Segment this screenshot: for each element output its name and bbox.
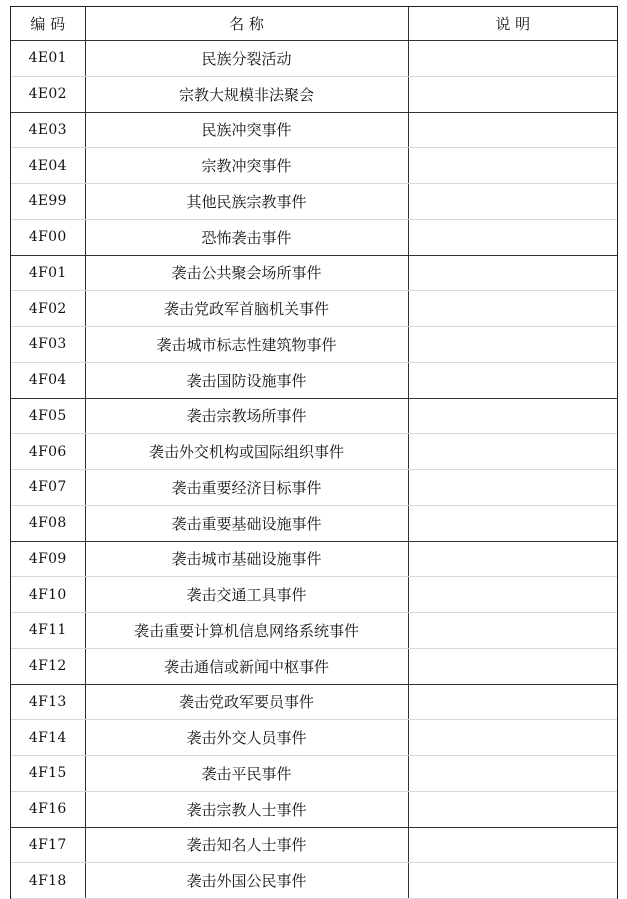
cell-code: 4F01 bbox=[11, 255, 85, 291]
cell-name: 袭击党政军要员事件 bbox=[85, 684, 408, 720]
cell-desc bbox=[408, 76, 617, 112]
cell-desc bbox=[408, 756, 617, 792]
table-row bbox=[11, 291, 617, 327]
cell-code: 4F08 bbox=[11, 505, 85, 541]
table-row bbox=[11, 112, 617, 148]
cell-name: 恐怖袭击事件 bbox=[85, 219, 408, 255]
cell-name: 袭击外国公民事件 bbox=[85, 863, 408, 899]
cell-name: 宗教大规模非法聚会 bbox=[85, 76, 408, 112]
table-row bbox=[11, 791, 617, 827]
table-row bbox=[11, 255, 617, 291]
cell-name: 袭击重要经济目标事件 bbox=[85, 470, 408, 506]
cell-name: 袭击城市标志性建筑物事件 bbox=[85, 327, 408, 363]
cell-desc bbox=[408, 184, 617, 220]
table-row bbox=[11, 684, 617, 720]
table-row bbox=[11, 148, 617, 184]
cell-name: 袭击交通工具事件 bbox=[85, 577, 408, 613]
cell-desc bbox=[408, 505, 617, 541]
cell-name: 袭击公共聚会场所事件 bbox=[85, 255, 408, 291]
cell-code: 4F13 bbox=[11, 684, 85, 720]
header-desc: 说 明 bbox=[408, 7, 617, 41]
cell-code: 4F07 bbox=[11, 470, 85, 506]
table-row bbox=[11, 184, 617, 220]
cell-name: 袭击党政军首脑机关事件 bbox=[85, 291, 408, 327]
cell-desc bbox=[408, 827, 617, 863]
cell-code: 4F14 bbox=[11, 720, 85, 756]
table-row bbox=[11, 76, 617, 112]
code-table bbox=[11, 7, 617, 899]
table-row bbox=[11, 756, 617, 792]
cell-code: 4F11 bbox=[11, 613, 85, 649]
cell-name: 袭击平民事件 bbox=[85, 756, 408, 792]
table-row bbox=[11, 434, 617, 470]
cell-code: 4F00 bbox=[11, 219, 85, 255]
table-row bbox=[11, 613, 617, 649]
table-row bbox=[11, 327, 617, 363]
header-name: 名 称 bbox=[85, 7, 408, 41]
cell-desc bbox=[408, 148, 617, 184]
cell-name: 袭击外交机构或国际组织事件 bbox=[85, 434, 408, 470]
cell-desc bbox=[408, 470, 617, 506]
cell-code: 4F15 bbox=[11, 756, 85, 792]
cell-name: 民族分裂活动 bbox=[85, 41, 408, 77]
cell-code: 4F05 bbox=[11, 398, 85, 434]
cell-desc bbox=[408, 684, 617, 720]
table-row bbox=[11, 362, 617, 398]
cell-code: 4F06 bbox=[11, 434, 85, 470]
cell-desc bbox=[408, 541, 617, 577]
cell-name: 袭击宗教人士事件 bbox=[85, 791, 408, 827]
cell-desc bbox=[408, 41, 617, 77]
table-row bbox=[11, 720, 617, 756]
table-row bbox=[11, 41, 617, 77]
cell-desc bbox=[408, 863, 617, 899]
cell-desc bbox=[408, 720, 617, 756]
table-row bbox=[11, 827, 617, 863]
cell-code: 4E04 bbox=[11, 148, 85, 184]
cell-desc bbox=[408, 398, 617, 434]
cell-name: 民族冲突事件 bbox=[85, 112, 408, 148]
cell-name: 宗教冲突事件 bbox=[85, 148, 408, 184]
cell-code: 4F09 bbox=[11, 541, 85, 577]
code-table-frame bbox=[10, 6, 618, 899]
table-row bbox=[11, 541, 617, 577]
table-row bbox=[11, 470, 617, 506]
header-code: 编 码 bbox=[11, 7, 85, 41]
cell-code: 4F17 bbox=[11, 827, 85, 863]
table-body bbox=[11, 41, 617, 899]
table-row bbox=[11, 863, 617, 899]
cell-code: 4E01 bbox=[11, 41, 85, 77]
table-row bbox=[11, 219, 617, 255]
cell-name: 袭击国防设施事件 bbox=[85, 362, 408, 398]
cell-desc bbox=[408, 613, 617, 649]
cell-name: 袭击知名人士事件 bbox=[85, 827, 408, 863]
cell-code: 4F03 bbox=[11, 327, 85, 363]
cell-desc bbox=[408, 434, 617, 470]
table-row bbox=[11, 398, 617, 434]
table-row bbox=[11, 505, 617, 541]
cell-code: 4F10 bbox=[11, 577, 85, 613]
cell-desc bbox=[408, 112, 617, 148]
cell-name: 袭击城市基础设施事件 bbox=[85, 541, 408, 577]
cell-name: 袭击重要计算机信息网络系统事件 bbox=[85, 613, 408, 649]
cell-desc bbox=[408, 577, 617, 613]
cell-code: 4F02 bbox=[11, 291, 85, 327]
cell-name: 袭击通信或新闻中枢事件 bbox=[85, 648, 408, 684]
table-row bbox=[11, 577, 617, 613]
cell-name: 袭击重要基础设施事件 bbox=[85, 505, 408, 541]
cell-desc bbox=[408, 648, 617, 684]
cell-desc bbox=[408, 219, 617, 255]
cell-desc bbox=[408, 791, 617, 827]
header-row bbox=[11, 7, 617, 41]
cell-code: 4E03 bbox=[11, 112, 85, 148]
table-row bbox=[11, 648, 617, 684]
cell-desc bbox=[408, 255, 617, 291]
cell-code: 4F16 bbox=[11, 791, 85, 827]
cell-code: 4F12 bbox=[11, 648, 85, 684]
cell-code: 4E02 bbox=[11, 76, 85, 112]
cell-desc bbox=[408, 362, 617, 398]
cell-code: 4F18 bbox=[11, 863, 85, 899]
cell-desc bbox=[408, 291, 617, 327]
cell-name: 袭击宗教场所事件 bbox=[85, 398, 408, 434]
cell-name: 其他民族宗教事件 bbox=[85, 184, 408, 220]
cell-desc bbox=[408, 327, 617, 363]
cell-code: 4F04 bbox=[11, 362, 85, 398]
cell-name: 袭击外交人员事件 bbox=[85, 720, 408, 756]
cell-code: 4E99 bbox=[11, 184, 85, 220]
